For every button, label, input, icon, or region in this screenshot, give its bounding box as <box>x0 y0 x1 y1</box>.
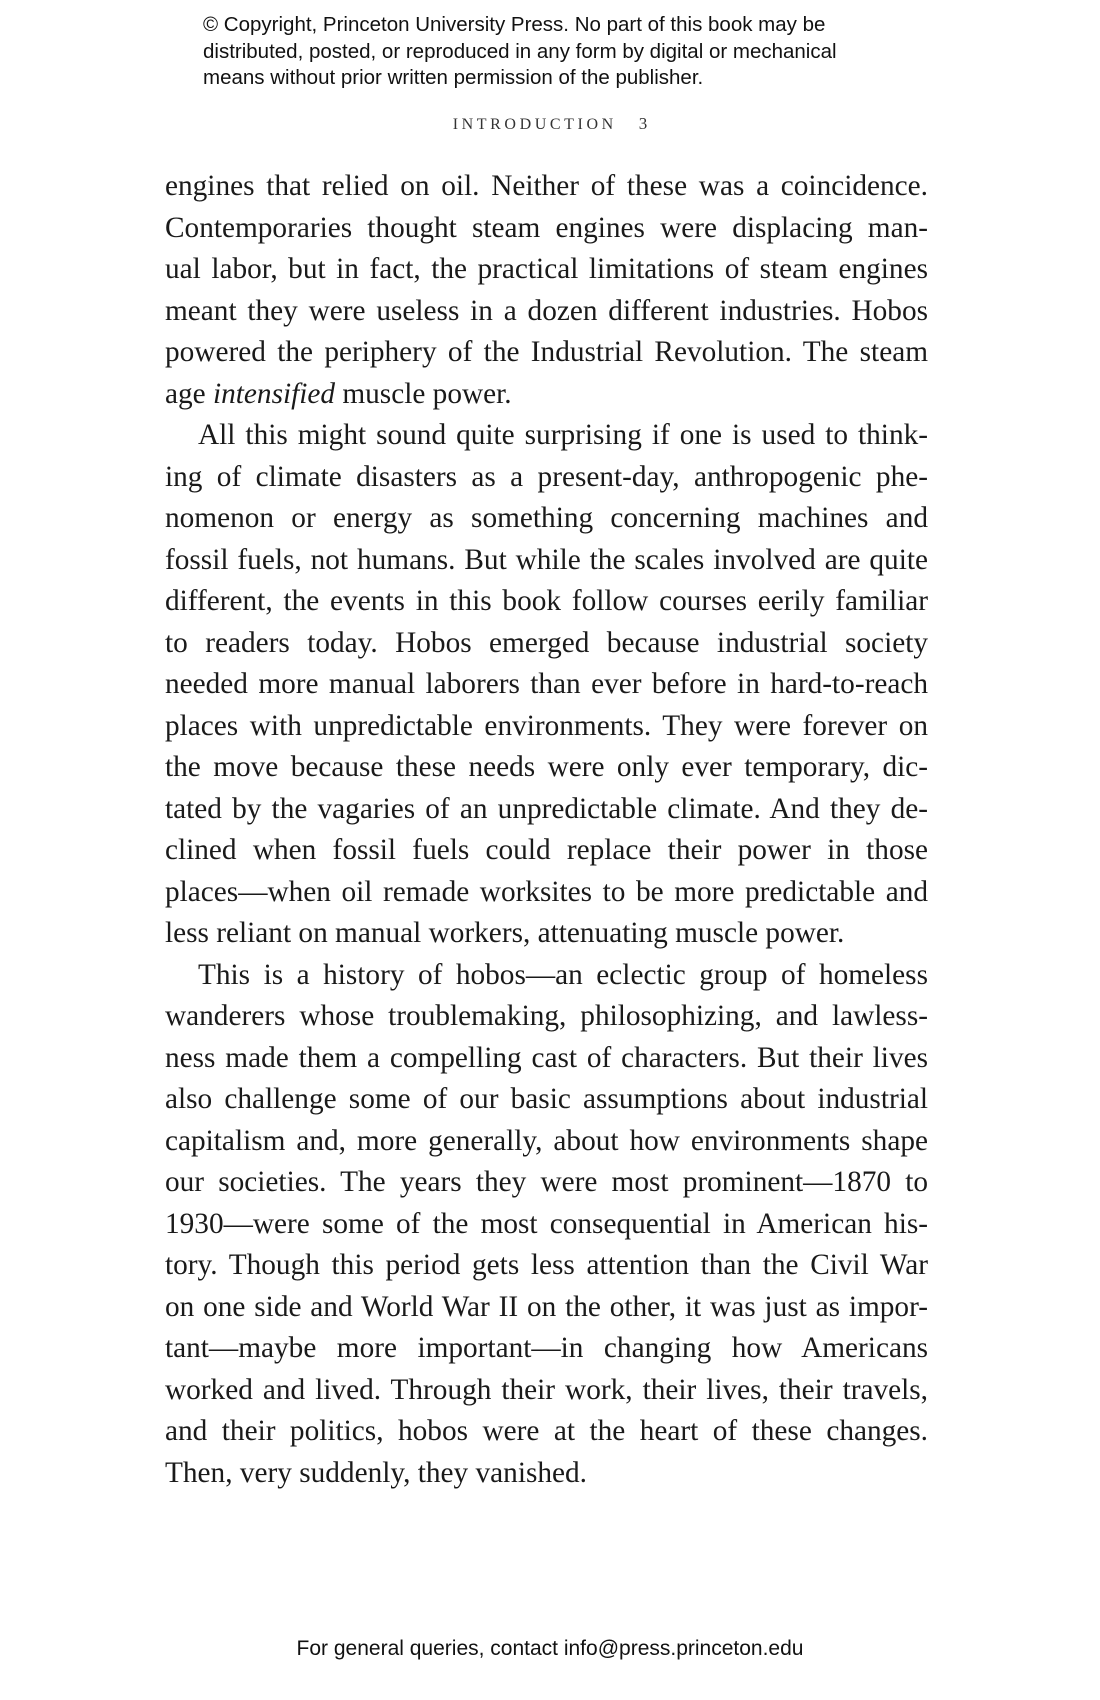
text-run: age <box>165 377 213 410</box>
text-line: tated by the vagaries of an unpredictable climate. And they de- <box>165 792 928 825</box>
page-number: 3 <box>638 114 648 133</box>
text-line: different, the events in this book follow courses eerily familiar <box>165 585 928 617</box>
paragraph-3 <box>165 955 928 1495</box>
footer-contact: For general queries, contact info@press.princeton.edu <box>296 1637 804 1660</box>
text-line: capitalism and, more generally, about how environments shape <box>165 1124 928 1157</box>
text-line: clined when fossil fuels could replace their power in those <box>165 834 928 866</box>
text-line: nomenon or energy as something concerning machines and <box>165 502 928 534</box>
text-line: places—when oil remade worksites to be more predictable and <box>165 875 928 908</box>
text-line: also challenge some of our basic assumptions about industrial <box>165 1083 928 1115</box>
text-line: All this might sound quite surprising if one is used to think- <box>198 419 928 451</box>
paragraph-2 <box>165 415 928 955</box>
text-line: meant they were useless in a dozen different industries. Hobos <box>165 294 928 327</box>
running-head <box>0 114 1100 134</box>
text-line: our societies. The years they were most prominent—1870 to <box>165 1166 928 1198</box>
text-line: and their politics, hobos were at the heart of these changes. <box>165 1415 928 1447</box>
text-line: on one side and World War II on the other, it was just as impor- <box>165 1290 928 1323</box>
text-line: 1930—were some of the most consequential in American his- <box>165 1207 928 1240</box>
text-line: Contemporaries thought steam engines were displacing man- <box>165 211 928 244</box>
text-line: fossil fuels, not humans. But while the scales involved are quite <box>165 543 928 576</box>
text-run: muscle power. <box>335 377 512 410</box>
paragraph-1 <box>165 166 928 415</box>
running-head-title: INTRODUCTION <box>452 116 617 133</box>
text-line: to readers today. Hobos emerged because industrial society <box>165 626 928 659</box>
text-line: worked and lived. Through their work, their lives, their travels, <box>165 1373 928 1406</box>
text-line: ual labor, but in fact, the practical limitations of steam engines <box>165 253 928 285</box>
text-line: wanderers whose troublemaking, philosophizing, and lawless- <box>165 1000 928 1032</box>
text-line: less reliant on manual workers, attenuating muscle power. <box>165 917 845 949</box>
text-line: places with unpredictable environments. They were forever on <box>165 709 928 742</box>
text-line: powered the periphery of the Industrial Revolution. The steam <box>165 336 928 368</box>
text-line: engines that relied on oil. Neither of these was a coincidence. <box>165 170 928 202</box>
text-line: needed more manual laborers than ever before in hard-to-reach <box>165 668 928 700</box>
body-text <box>165 166 928 1494</box>
text-line: ing of climate disasters as a present-day, anthropogenic phe- <box>165 460 928 493</box>
emphasized-word: intensified <box>212 377 336 410</box>
text-line: the move because these needs were only ever temporary, dic- <box>165 751 928 783</box>
text-line: tory. Though this period gets less attention than the Civil War <box>165 1249 928 1281</box>
text-line <box>165 374 928 416</box>
text-line: tant—maybe more important—in changing how Americans <box>165 1332 928 1364</box>
text-line: ness made them a compelling cast of characters. But their lives <box>165 1041 928 1074</box>
text-line: Then, very suddenly, they vanished. <box>165 1456 587 1489</box>
text-line: This is a history of hobos—an eclectic group of homeless <box>198 958 928 991</box>
copyright-notice: © Copyright, Princeton University Press. No part of this book may be distributed, posted, or reproduced in any form by digital or mechanical means without prior written permission of the publisher. <box>203 13 837 89</box>
